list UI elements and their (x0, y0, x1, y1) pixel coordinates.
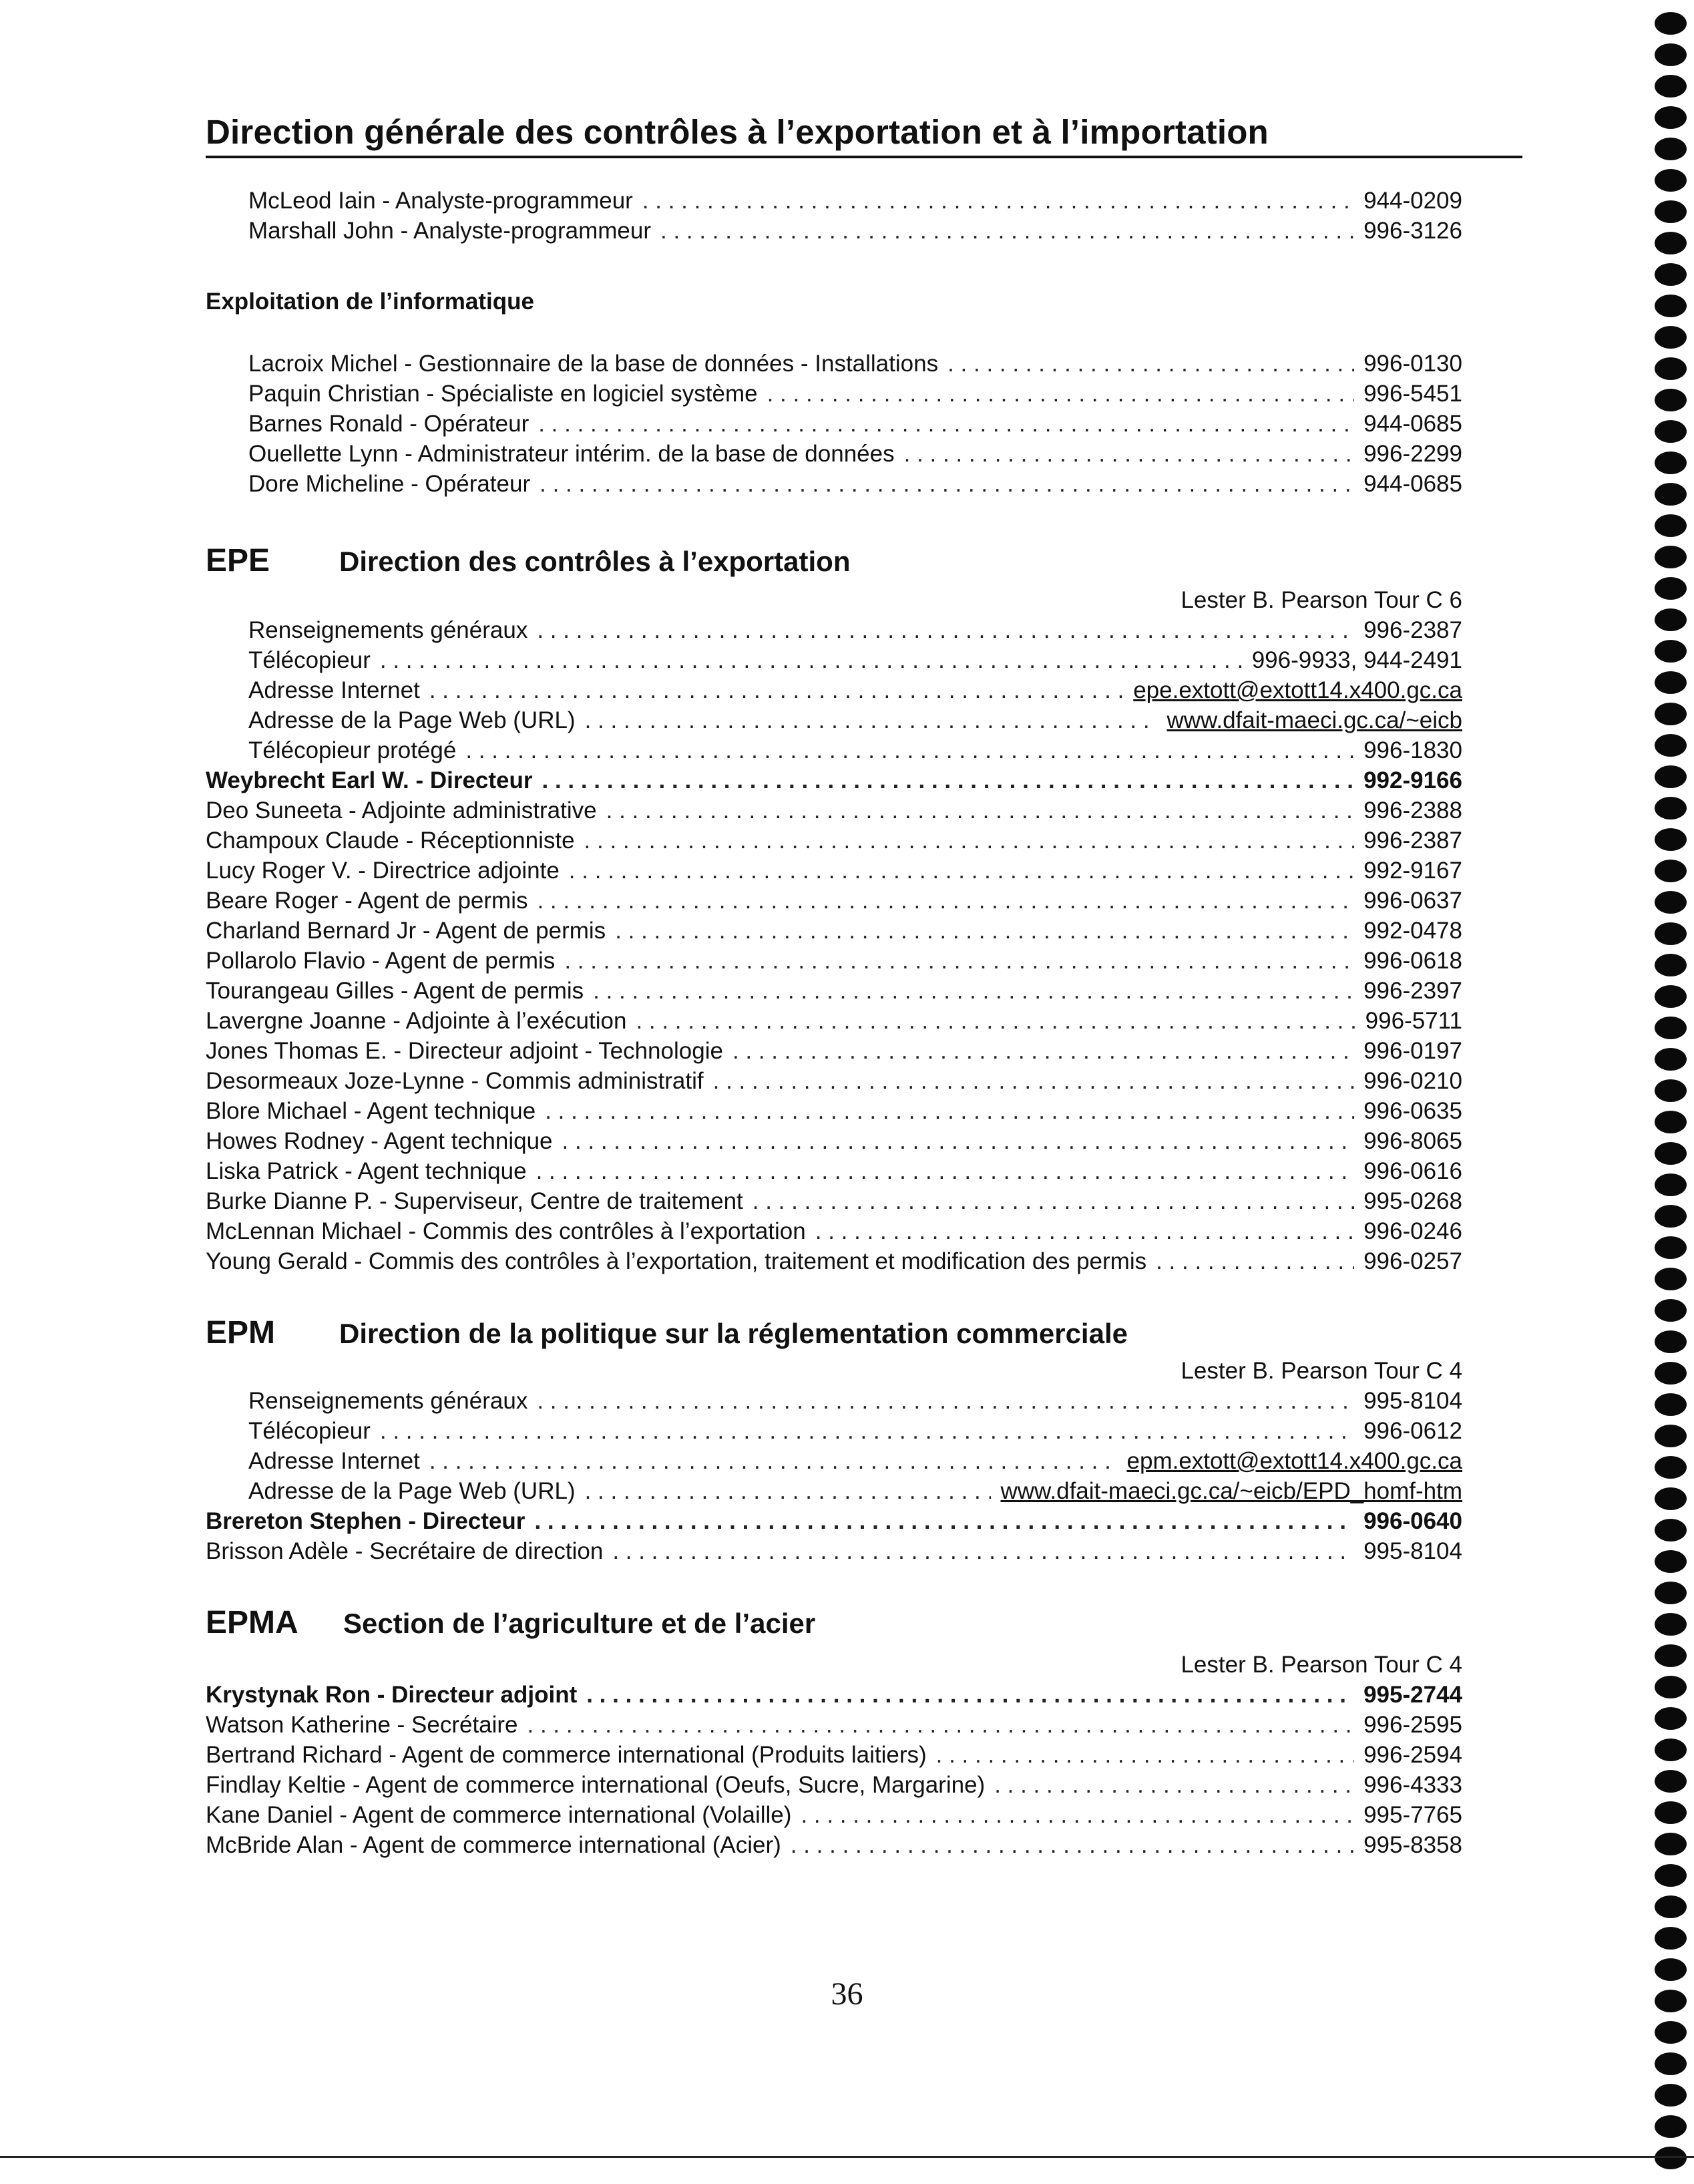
leader-dots (767, 379, 1354, 409)
binding-hole (1655, 577, 1687, 600)
entry-name: Dore Micheline - Opérateur (248, 471, 531, 497)
entry-phone: 995-7765 (1363, 1802, 1462, 1828)
entry-name: Lavergne Joanne - Adjointe à l’exécution (206, 1008, 627, 1034)
leader-dots (527, 1710, 1355, 1740)
entry-phone: 996-0635 (1363, 1098, 1462, 1124)
binding-hole (1655, 75, 1687, 98)
entry-name: Brereton Stephen - Directeur (206, 1508, 525, 1534)
entry-label: Télécopieur protégé (248, 737, 457, 763)
entry-phone: 995-0268 (1363, 1188, 1462, 1214)
entry-name: Young Gerald - Commis des contrôles à l’exportation, traitement et modification des permis (206, 1248, 1147, 1274)
entry-phone: 996-8065 (1363, 1128, 1462, 1154)
binding-hole (1655, 1519, 1687, 1541)
leader-dots (562, 1126, 1355, 1156)
entry-name: Lucy Roger V. - Directrice adjointe (206, 858, 560, 884)
list-item (206, 705, 1462, 735)
binding-hole (1655, 106, 1687, 129)
binding-hole (1655, 263, 1687, 286)
leader-dots (801, 1800, 1354, 1830)
list-item (206, 379, 1462, 409)
entry-name: Deo Suneeta - Adjointe administrative (206, 797, 597, 824)
binding-hole (1655, 1707, 1687, 1730)
leader-dots (586, 1680, 1354, 1710)
entry-phone: 996-0257 (1363, 1248, 1462, 1274)
binding-hole (1655, 43, 1687, 66)
epm-list (206, 1356, 1462, 1566)
entry-phone: 996-2387 (1363, 828, 1462, 854)
entry-name: Tourangeau Gilles - Agent de permis (206, 978, 584, 1004)
entry-phone: 992-9166 (1363, 767, 1462, 793)
binding-hole (1655, 389, 1687, 411)
binding-hole (1655, 1299, 1687, 1322)
list-item (206, 1416, 1462, 1446)
leader-dots (936, 1740, 1354, 1770)
list-item (206, 645, 1462, 675)
binding-hole (1655, 483, 1687, 506)
leader-dots (994, 1770, 1354, 1800)
leader-dots (534, 1506, 1354, 1536)
leader-dots (380, 645, 1243, 675)
list-item (206, 1186, 1462, 1216)
entry-phone: 996-2397 (1363, 978, 1462, 1004)
entry-phone: 996-3126 (1363, 218, 1462, 244)
entry-phone: 995-8358 (1363, 1832, 1462, 1858)
list-item (206, 856, 1462, 886)
section-title: Direction des contrôles à l’exportation (339, 546, 851, 577)
binding-hole (1655, 703, 1687, 725)
leader-dots (569, 856, 1354, 886)
binding-hole (1655, 420, 1687, 443)
binding-hole (1655, 2147, 1687, 2169)
entry-phone: 996-2388 (1363, 797, 1462, 824)
binding-hole (1655, 451, 1687, 474)
entry-phone: 996-5711 (1365, 1008, 1462, 1034)
leader-dots (540, 469, 1354, 499)
leader-dots (545, 1096, 1354, 1126)
binding-hole (1655, 797, 1687, 820)
binding-hole (1655, 1739, 1687, 1761)
list-item (206, 916, 1462, 946)
list-item (206, 186, 1462, 216)
binding-hole (1655, 357, 1687, 380)
binding-hole (1655, 169, 1687, 192)
exploitation-list (206, 349, 1462, 499)
list-item (206, 469, 1462, 499)
binding-hole (1655, 1017, 1687, 1039)
leader-dots (642, 186, 1354, 216)
section-heading-epma (206, 1604, 815, 1644)
entry-name: Jones Thomas E. - Directeur adjoint - Technologie (206, 1038, 723, 1064)
list-item (206, 675, 1462, 705)
entry-name: Paquin Christian - Spécialiste en logiciel système (248, 381, 758, 407)
section-heading-epe (206, 542, 851, 582)
entry-phone: 944-0685 (1363, 411, 1462, 437)
binding-hole (1655, 1142, 1687, 1165)
entry-phone: 995-8104 (1363, 1388, 1462, 1414)
list-item (206, 1536, 1462, 1566)
binding-hole (1655, 1079, 1687, 1102)
leader-dots (612, 1536, 1354, 1566)
binding-hole (1655, 1111, 1687, 1133)
entry-name: Liska Patrick - Agent technique (206, 1158, 527, 1184)
entry-phone: 996-0210 (1363, 1068, 1462, 1094)
leader-dots (429, 675, 1124, 705)
binding-hole (1655, 1393, 1687, 1416)
entry-phone: 996-0637 (1363, 888, 1462, 914)
section-title: Section de l’agriculture et de l’acier (343, 1608, 816, 1639)
entry-fax: 996-9933, 944-2491 (1251, 647, 1462, 673)
entry-label: Renseignements généraux (248, 617, 528, 643)
binding-hole (1655, 1864, 1687, 1887)
section-code: EPE (206, 543, 270, 578)
entry-phone: 996-0640 (1363, 1508, 1462, 1534)
binding-hole (1655, 2115, 1687, 2138)
subsection-title: Exploitation de l’informatique (206, 289, 534, 315)
leader-dots (791, 1830, 1354, 1860)
entry-name: McLennan Michael - Commis des contrôles à l’exportation (206, 1218, 806, 1244)
epe-list (206, 585, 1462, 1276)
page-bottom-edge (0, 2156, 1694, 2158)
email-link[interactable]: epe.extott@extott14.x400.gc.ca (1133, 677, 1462, 703)
leader-dots (753, 1186, 1354, 1216)
entry-name: Burke Dianne P. - Superviseur, Centre de traitement (206, 1188, 743, 1214)
list-item (206, 886, 1462, 916)
entry-name: Findlay Keltie - Agent de commerce international (Oeufs, Sucre, Margarine) (206, 1772, 986, 1798)
binding-hole (1655, 295, 1687, 317)
binding-hole (1655, 546, 1687, 568)
binding-hole (1655, 1425, 1687, 1447)
entry-phone: 992-9167 (1363, 858, 1462, 884)
leader-dots (465, 735, 1354, 765)
leader-dots (615, 916, 1354, 946)
entry-name: McBride Alan - Agent de commerce international (Acier) (206, 1832, 781, 1858)
location: Lester B. Pearson Tour C 4 (1181, 1652, 1462, 1678)
entry-name: Beare Roger - Agent de permis (206, 888, 528, 914)
list-item (206, 826, 1462, 856)
binding-hole (1655, 326, 1687, 349)
binding-hole (1655, 860, 1687, 882)
leader-dots (536, 1156, 1355, 1186)
binding-hole (1655, 734, 1687, 757)
binding-hole (1655, 1770, 1687, 1793)
entry-name: Howes Rodney - Agent technique (206, 1128, 553, 1154)
entry-name: Barnes Ronald - Opérateur (248, 411, 530, 437)
section-code: EPMA (206, 1605, 298, 1640)
section-title: Direction de la politique sur la réglementation commerciale (339, 1318, 1128, 1349)
entry-phone: 996-0130 (1363, 351, 1462, 377)
binding-hole (1655, 1990, 1687, 2012)
entry-label: Adresse Internet (248, 1448, 420, 1474)
entry-name: Pollarolo Flavio - Agent de permis (206, 948, 556, 974)
leader-dots (585, 705, 1158, 735)
leader-dots (904, 439, 1354, 469)
leader-dots (636, 1006, 1355, 1036)
leader-dots (732, 1036, 1354, 1066)
location: Lester B. Pearson Tour C 4 (1181, 1358, 1462, 1384)
binding-hole (1655, 232, 1687, 254)
entry-label: Télécopieur (248, 1418, 371, 1444)
leader-dots (537, 615, 1354, 645)
entry-name: Ouellette Lynn - Administrateur intérim. de la base de données (248, 441, 895, 467)
entry-phone: 996-5451 (1363, 381, 1462, 407)
section-code: EPM (206, 1315, 276, 1350)
binding-hole (1655, 1456, 1687, 1479)
list-item (206, 976, 1462, 1006)
entry-phone: 996-4333 (1363, 1772, 1462, 1798)
director-row (206, 1680, 1462, 1710)
list-item (206, 216, 1462, 246)
leader-dots (380, 1416, 1354, 1446)
entry-phone: 996-2595 (1363, 1712, 1462, 1738)
page-number: 36 (831, 1976, 863, 2012)
list-item (206, 1066, 1462, 1096)
binding-hole (1655, 985, 1687, 1008)
list-item (206, 1770, 1462, 1800)
binding-hole (1655, 1330, 1687, 1353)
list-item (206, 1006, 1462, 1036)
leader-dots (564, 946, 1354, 976)
entry-phone: 996-2594 (1363, 1742, 1462, 1768)
leader-dots (815, 1216, 1354, 1246)
leader-dots (947, 349, 1354, 379)
entry-name: Kane Daniel - Agent de commerce international (Volaille) (206, 1802, 792, 1828)
binding-hole (1655, 1927, 1687, 1950)
binding-hole (1655, 828, 1687, 851)
binding-hole (1655, 1801, 1687, 1824)
binding-hole (1655, 891, 1687, 914)
entry-phone: 995-2744 (1363, 1682, 1462, 1708)
list-item (206, 615, 1462, 645)
binding-hole (1655, 1205, 1687, 1228)
entry-phone: 996-0246 (1363, 1218, 1462, 1244)
entry-name: Bertrand Richard - Agent de commerce international (Produits laitiers) (206, 1742, 927, 1768)
section-heading-epm (206, 1314, 1128, 1354)
web-link[interactable]: www.dfait-maeci.gc.ca/~eicb (1167, 707, 1462, 733)
entry-label: Adresse de la Page Web (URL) (248, 707, 576, 733)
entry-label: Télécopieur (248, 647, 371, 673)
entry-label: Renseignements généraux (248, 1388, 528, 1414)
binding-hole (1655, 765, 1687, 788)
list-item (206, 1740, 1462, 1770)
entry-name: Krystynak Ron - Directeur adjoint (206, 1682, 578, 1708)
top-list (206, 186, 1462, 246)
entry-phone: 995-8104 (1363, 1538, 1462, 1564)
binding-hole (1655, 1644, 1687, 1667)
list-item (206, 1246, 1462, 1276)
binding-hole (1655, 200, 1687, 223)
list-item (206, 1156, 1462, 1186)
list-item (206, 439, 1462, 469)
entry-phone: 996-2387 (1363, 617, 1462, 643)
leader-dots (1156, 1246, 1354, 1276)
leader-dots (429, 1446, 1118, 1476)
list-item (206, 349, 1462, 379)
entry-phone: 996-2299 (1363, 441, 1462, 467)
entry-name: McLeod Iain - Analyste-programmeur (248, 188, 633, 214)
list-item (206, 946, 1462, 976)
location: Lester B. Pearson Tour C 6 (1181, 587, 1462, 613)
binding-hole (1655, 138, 1687, 160)
list-item (206, 795, 1462, 826)
binding-hole (1655, 1613, 1687, 1636)
binding-hole (1655, 671, 1687, 694)
binding-hole (1655, 1236, 1687, 1259)
director-row (206, 1506, 1462, 1536)
binding-hole (1655, 12, 1687, 35)
binding-hole (1655, 2084, 1687, 2107)
leader-dots (660, 216, 1354, 246)
list-item (206, 1476, 1462, 1506)
list-item (206, 409, 1462, 439)
entry-phone: 996-0618 (1363, 948, 1462, 974)
binding-hole (1655, 1582, 1687, 1604)
list-item (206, 1446, 1462, 1476)
leader-dots (537, 886, 1354, 916)
leader-dots (713, 1066, 1354, 1096)
leader-dots (585, 1476, 992, 1506)
list-item (206, 1216, 1462, 1246)
binding-hole (1655, 1268, 1687, 1290)
list-item (206, 1830, 1462, 1860)
list-item (206, 1800, 1462, 1830)
entry-name: Charland Bernard Jr - Agent de permis (206, 918, 606, 944)
leader-dots (606, 795, 1354, 826)
entry-phone: 992-0478 (1363, 918, 1462, 944)
list-item (206, 1126, 1462, 1156)
page-header-title: Direction générale des contrôles à l’exportation et à l’importation (206, 112, 1522, 158)
binding-hole (1655, 1833, 1687, 1855)
binding-hole (1655, 954, 1687, 976)
entry-name: Champoux Claude - Réceptionniste (206, 828, 575, 854)
binding-hole (1655, 2021, 1687, 2044)
entry-name: Blore Michael - Agent technique (206, 1098, 536, 1124)
list-item (206, 1096, 1462, 1126)
binding-hole (1655, 1676, 1687, 1698)
binding-hole (1655, 514, 1687, 537)
leader-dots (593, 976, 1354, 1006)
binding-hole (1655, 1895, 1687, 1918)
entry-phone: 996-0616 (1363, 1158, 1462, 1184)
entry-name: Marshall John - Analyste-programmeur (248, 218, 652, 244)
entry-name: Watson Katherine - Secrétaire (206, 1712, 518, 1738)
director-row (206, 765, 1462, 795)
entry-name: Lacroix Michel - Gestionnaire de la base de données - Installations (248, 351, 939, 377)
entry-phone: 944-0685 (1363, 471, 1462, 497)
binding-hole (1655, 1487, 1687, 1510)
entry-name: Brisson Adèle - Secrétaire de direction (206, 1538, 604, 1564)
binding-hole (1655, 1173, 1687, 1196)
list-item (206, 1036, 1462, 1066)
entry-label: Adresse Internet (248, 677, 420, 703)
list-item (206, 735, 1462, 765)
leader-dots (537, 1386, 1354, 1416)
entry-name: Desormeaux Joze-Lynne - Commis administratif (206, 1068, 704, 1094)
binding-hole (1655, 608, 1687, 631)
binding-hole (1655, 1362, 1687, 1385)
entry-fax: 996-1830 (1363, 737, 1462, 763)
leader-dots (542, 765, 1355, 795)
list-item (206, 1386, 1462, 1416)
leader-dots (538, 409, 1354, 439)
binding-hole (1655, 640, 1687, 663)
leader-dots (584, 826, 1355, 856)
entry-phone: 944-0209 (1363, 188, 1462, 214)
binding-hole (1655, 1550, 1687, 1573)
epma-list (206, 1650, 1462, 1860)
binding-hole (1655, 1958, 1687, 1981)
entry-name: Weybrecht Earl W. - Directeur (206, 767, 533, 793)
binding-hole (1655, 922, 1687, 945)
entry-label: Adresse de la Page Web (URL) (248, 1478, 576, 1504)
binding-hole (1655, 1048, 1687, 1071)
entry-fax: 996-0612 (1363, 1418, 1462, 1444)
binding-hole (1655, 2052, 1687, 2075)
web-link[interactable]: www.dfait-maeci.gc.ca/~eicb/EPD_homf-htm (1000, 1478, 1462, 1504)
entry-phone: 996-0197 (1363, 1038, 1462, 1064)
list-item (206, 1710, 1462, 1740)
email-link[interactable]: epm.extott@extott14.x400.gc.ca (1126, 1448, 1462, 1474)
binding-holes (1655, 0, 1694, 2184)
